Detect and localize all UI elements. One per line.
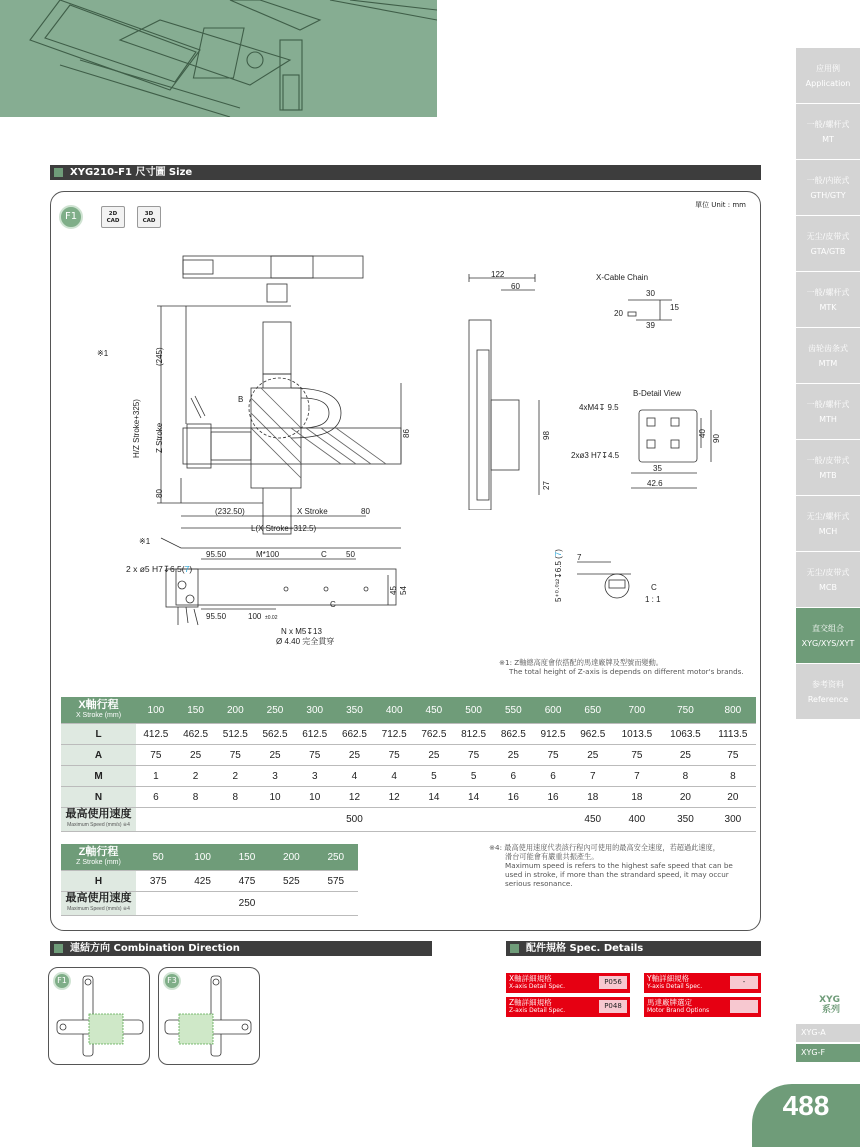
combo-f3-badge: F3: [163, 972, 181, 990]
dim-note1-top: ※1: [97, 349, 109, 358]
x-table-row-speed: 最高使用速度 Maximum Speed (mm/s) ※4 500 450 400 350 300: [61, 808, 756, 832]
b-detail-m4: 4xM4↧ 9.5: [579, 403, 619, 412]
b-detail-90: 90: [712, 434, 721, 443]
section-accent: [54, 168, 63, 177]
side-tab-gta[interactable]: 无尘/皮带式 GTA/GTB: [796, 216, 860, 271]
bottom-dim-9550-bottom: 95.50: [206, 612, 227, 621]
dim-h-stroke: H/Z Stroke+325): [132, 399, 141, 458]
section-accent: [54, 944, 63, 953]
x-table-row-n: N 6 8 8 10 10 12 12 14 14 16 16 18 18 20 20: [61, 787, 756, 808]
unit-label: 單位 Unit : mm: [695, 201, 746, 209]
z-axis-spec-link[interactable]: Z軸詳細規格 Z-axis Detail Spec. P048: [506, 997, 630, 1017]
x-table-header: X軸行程 X Stroke (mm) 100 150 200 250 300 350 400 450 500 550 600 650 700 750 800: [61, 697, 756, 724]
side-tab-reference[interactable]: 参考资料 Reference: [796, 664, 860, 719]
side-tab-mch[interactable]: 无尘/螺杆式 MCH: [796, 496, 860, 551]
page-number: 488: [752, 1084, 860, 1147]
cad-3d-button[interactable]: 3D CAD: [137, 206, 161, 228]
bottom-dim-a: C: [321, 550, 327, 559]
combo-f1: [48, 967, 150, 1065]
combination-title-text: 連結方向 Combination Direction: [70, 943, 240, 954]
side-view-drawing: [451, 270, 551, 510]
series-label: XYG 系列: [819, 995, 840, 1015]
bottom-thru: Ø 4.40 完全貫穿: [276, 637, 335, 646]
b-detail-35: 35: [653, 464, 662, 473]
dim-l: L(X Stroke+312.5): [251, 524, 317, 533]
combo-f3: [158, 967, 260, 1065]
side-tab-gth[interactable]: 一般/内嵌式 GTH/GTY: [796, 160, 860, 215]
x-table-row-m: M 1 2 2 3 3 4 4 5 5 6 6 7 7 8 8: [61, 766, 756, 787]
dim-x-stroke: X Stroke: [297, 507, 328, 516]
bottom-view-drawing: [126, 547, 416, 647]
c-detail-7: 7: [577, 553, 582, 562]
dim-245: (245): [155, 347, 164, 366]
bottom-dim-50: 50: [346, 550, 355, 559]
z-table-header: Z軸行程 Z Stroke (mm) 50 100 150 200 250: [61, 844, 358, 871]
spec-title-text: 配件規格 Spec. Details: [526, 943, 644, 954]
combo-f3-diagram: [159, 968, 259, 1064]
c-detail-scale: 1 : 1: [645, 595, 661, 604]
section-accent: [510, 944, 519, 953]
b-detail-drawing: [571, 388, 731, 503]
spec-section-title: [506, 941, 761, 956]
dim-232: (232.50): [215, 507, 245, 516]
dim-86: 86: [402, 429, 411, 438]
label-b: B: [238, 395, 244, 404]
bottom-dim-54: 54: [399, 586, 408, 595]
z-table-row-h: H 375 425 475 525 575: [61, 871, 358, 892]
side-tab-mcb[interactable]: 无尘/皮带式 MCB: [796, 552, 860, 607]
dim-80-v: 80: [155, 489, 164, 498]
dim-60: 60: [511, 282, 520, 291]
dim-27: 27: [542, 481, 551, 490]
c-detail-spec: 5⁺⁰·⁰¹²↧6.5 (7): [554, 549, 563, 602]
bottom-dim-45: 45: [389, 586, 398, 595]
side-tab-mtk[interactable]: 一般/螺杆式 MTK: [796, 272, 860, 327]
side-nav: [796, 48, 860, 720]
b-detail-42: 42.6: [647, 479, 663, 488]
b-detail-40: 40: [698, 429, 707, 438]
motor-brand-link[interactable]: 馬達廠牌選定 Motor Brand Options: [644, 997, 761, 1017]
x-table-row-a: A 75 25 75 25 75 25 75 25 75 25 75 25 75 25 75: [61, 745, 756, 766]
cable-chain-drawing: [586, 270, 706, 330]
side-tab-mtb[interactable]: 一般/皮带式 MTB: [796, 440, 860, 495]
cable-dim-20: 20: [614, 309, 623, 318]
size-section-title: [50, 165, 761, 180]
bottom-label-c: C: [330, 600, 336, 609]
size-title-text: XYG210-F1 尺寸圖 Size: [70, 167, 193, 178]
x-table-row-l: L 412.5 462.5 512.5 562.5 612.5 662.5 712.5 762.5 812.5 862.5 912.5 962.5 1013.5 1063.5 1113.5: [61, 724, 756, 745]
combo-f1-diagram: [49, 968, 149, 1064]
x-axis-spec-link[interactable]: X軸詳細規格 X-axis Detail Spec. P056: [506, 973, 630, 993]
b-detail-phi3: 2xø3 H7↧4.5: [571, 451, 620, 460]
side-tab-mth[interactable]: 一般/螺杆式 MTH: [796, 384, 860, 439]
b-detail-title: B-Detail View: [633, 389, 681, 398]
bottom-tol: ±0.02: [265, 615, 278, 621]
cad-2d-button[interactable]: 2D CAD: [101, 206, 125, 228]
bottom-dim-m100: M*100: [256, 550, 280, 559]
size-panel: [50, 191, 761, 931]
side-tab-mtm[interactable]: 齿轮齿条式 MTM: [796, 328, 860, 383]
f1-badge: F1: [59, 205, 83, 229]
cable-chain-title: X-Cable Chain: [596, 273, 649, 282]
series-tab-xyg-f[interactable]: XYG-F: [796, 1044, 860, 1062]
series-tab-xyg-a[interactable]: XYG-A: [796, 1024, 860, 1042]
c-detail-label: C: [651, 583, 657, 592]
z-stroke-table: [61, 844, 358, 916]
z-table-row-speed: 最高使用速度 Maximum Speed (mm/s) ※4 250: [61, 892, 358, 916]
cable-dim-39: 39: [646, 321, 655, 330]
side-tab-mt[interactable]: 一般/螺杆式 MT: [796, 104, 860, 159]
side-tab-xyg[interactable]: 直交组合 XYG/XYS/XYT: [796, 608, 860, 663]
dim-122: 122: [491, 270, 505, 279]
x-table-header-label: X軸行程 X Stroke (mm): [61, 697, 136, 724]
cable-dim-15: 15: [670, 303, 679, 312]
bottom-dim-9550-top: 95.50: [206, 550, 227, 559]
dim-z-stroke: Z Stroke: [155, 422, 164, 453]
combination-section-title: [50, 941, 432, 956]
header-product-image: [0, 0, 437, 117]
c-detail-drawing: [521, 522, 701, 622]
combo-f1-badge: F1: [53, 972, 71, 990]
bottom-m5: N x M5↧13: [281, 627, 322, 636]
hole-spec: 2 x ø5 H7↧6.5(7): [126, 564, 193, 574]
cable-dim-30: 30: [646, 289, 655, 298]
note-4: ※4: 最高使用速度代表該行程內可使用的最高安全速度，若超過此速度， 滑台可能會有嚴重共振產生。 Maximum speed is refers to the highest safe speed that can be used in stroke, if more than the strandard speed, it may occur serious resonance.: [489, 843, 733, 888]
x-stroke-table: [61, 697, 756, 832]
y-axis-spec-link[interactable]: Y軸詳細規格 Y-axis Detail Spec. -: [644, 973, 761, 993]
dim-98: 98: [542, 431, 551, 440]
dim-80-h: 80: [361, 507, 370, 516]
side-tab-application[interactable]: 应用例 Application: [796, 48, 860, 103]
note-1: ※1: Z軸總高度會依搭配的馬達廠牌及型號而變動。 The total height of Z-axis is depends on different motor's brands.: [499, 658, 744, 676]
bottom-dim-100: 100: [248, 612, 262, 621]
dim-note1-bottom: ※1: [139, 537, 151, 546]
